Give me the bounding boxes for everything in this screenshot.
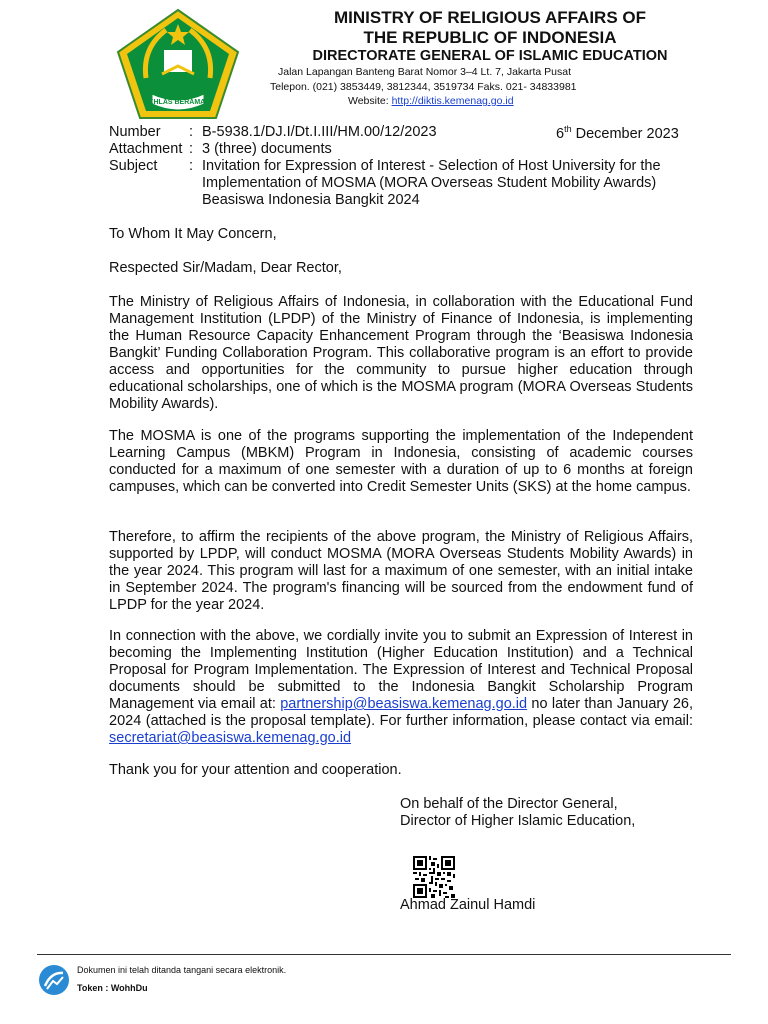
closing: Thank you for your attention and cooperation. [109, 762, 402, 778]
electronic-signature-icon [38, 964, 70, 996]
number-value: B-5938.1/DJ.I/Dt.I.III/HM.00/12/2023 [202, 124, 437, 140]
letter-date: 6th December 2023 [556, 124, 679, 142]
signature-line1: On behalf of the Director General, [400, 796, 618, 812]
signatory-name: Ahmad Zainul Hamdi [400, 897, 536, 913]
footer-note: Dokumen ini telah ditanda tangani secara elektronik. [77, 965, 287, 975]
website-link[interactable]: http://diktis.kemenag.go.id [391, 95, 514, 107]
phone: Telepon. (021) 3853449, 3812344, 3519734 Faks. 021- 34833981 [270, 81, 577, 93]
qr-code-icon [413, 856, 455, 898]
partnership-email-link[interactable]: partnership@beasiswa.kemenag.go.id [280, 696, 528, 712]
website-line [348, 95, 514, 107]
logo-motto: IKHLAS BERAMAL [146, 99, 210, 106]
subject-label: Subject [109, 158, 158, 174]
attachment-value: 3 (three) documents [202, 141, 332, 157]
ministry-title-line1: MINISTRY OF RELIGIOUS AFFAIRS OF [334, 8, 646, 27]
secretariat-email-link[interactable]: secretariat@beasiswa.kemenag.go.id [109, 730, 352, 746]
greeting: To Whom It May Concern, [109, 226, 277, 242]
paragraph-2: The MOSMA is one of the programs supporting the implementation of the Independent Learning Campus (MBKM) Program in Indonesia, consisting of academic courses conducted for a maximum of one semester with a duration of up to 6 months at foreign campuses, which can be converted into Credit Semester Units (SKS) at the home campus. [109, 428, 693, 495]
paragraph-4: In connection with the above, we cordially invite you to submit an Expression of Interest in becoming the Implementing Institution (Higher Education Institution) and a Technical Proposal for Program Implementation. The Expression of Interest and Technical Proposal documents should be submitted to the Indonesia Bangkit Scholarship Program Management via email at: partnership@beasiswa.kemenag.go.id no later than January 26, 2024 (attached is the proposal template). For further information, please contact via email: secretariat@beasiswa.kemenag.go.id [109, 628, 693, 746]
signature-block [400, 796, 635, 830]
salutation: Respected Sir/Madam, Dear Rector, [109, 260, 342, 276]
paragraph-1: The Ministry of Religious Affairs of Indonesia, in collaboration with the Educational Fund Management Institution (LPDP) of the Ministry of Finance of Indonesia, is implementing the Human Resource Capacity Enhancement Program through the ‘Beasiswa Indonesia Bangkit’ Funding Collaboration Program. This collaborative program is an effort to provide access and opportunities for the community to pursue higher education through educational scholarships, one of which is the MOSMA program (MORA Overseas Students Mobility Awards). [109, 294, 693, 412]
subject-value: Invitation for Expression of Interest - Selection of Host University for the Implementation of MOSMA (MORA Overseas Student Mobility Awards) Beasiswa Indonesia Bangkit 2024 [202, 158, 661, 208]
ministry-logo [116, 8, 240, 120]
footer-token: Token : WohhDu [77, 983, 148, 993]
ministry-title-line2: THE REPUBLIC OF INDONESIA [363, 28, 617, 47]
footer-divider [37, 954, 731, 955]
paragraph-3: Therefore, to affirm the recipients of the above program, the Ministry of Religious Affairs, supported by LPDP, will conduct MOSMA (MORA Overseas Students Mobility Awards) in the year 2024. This program will last for a maximum of one semester, with an initial intake in September 2024. The program's financing will be sourced from the endowment fund of LPDP for the year 2024. [109, 529, 693, 613]
address: Jalan Lapangan Banteng Barat Nomor 3–4 Lt. 7, Jakarta Pusat [278, 66, 572, 78]
signature-line2: Director of Higher Islamic Education, [400, 813, 636, 829]
directorate-title: DIRECTORATE GENERAL OF ISLAMIC EDUCATION [312, 48, 668, 64]
website-label: Website: [348, 95, 392, 107]
number-label: Number [109, 124, 161, 140]
letter-meta: Number : B-5938.1/DJ.I/Dt.I.III/HM.00/12/2023 Attachment : 3 (three) documents Subject : Invitation for Expression of Interest - Selection of Host University for the Implementation of MOSMA (MORA Overseas Student Mobility Awards) Beasiswa Indonesia Bangkit 2024 [109, 124, 661, 208]
attachment-label: Attachment [109, 141, 183, 157]
ministry-title [240, 8, 740, 48]
